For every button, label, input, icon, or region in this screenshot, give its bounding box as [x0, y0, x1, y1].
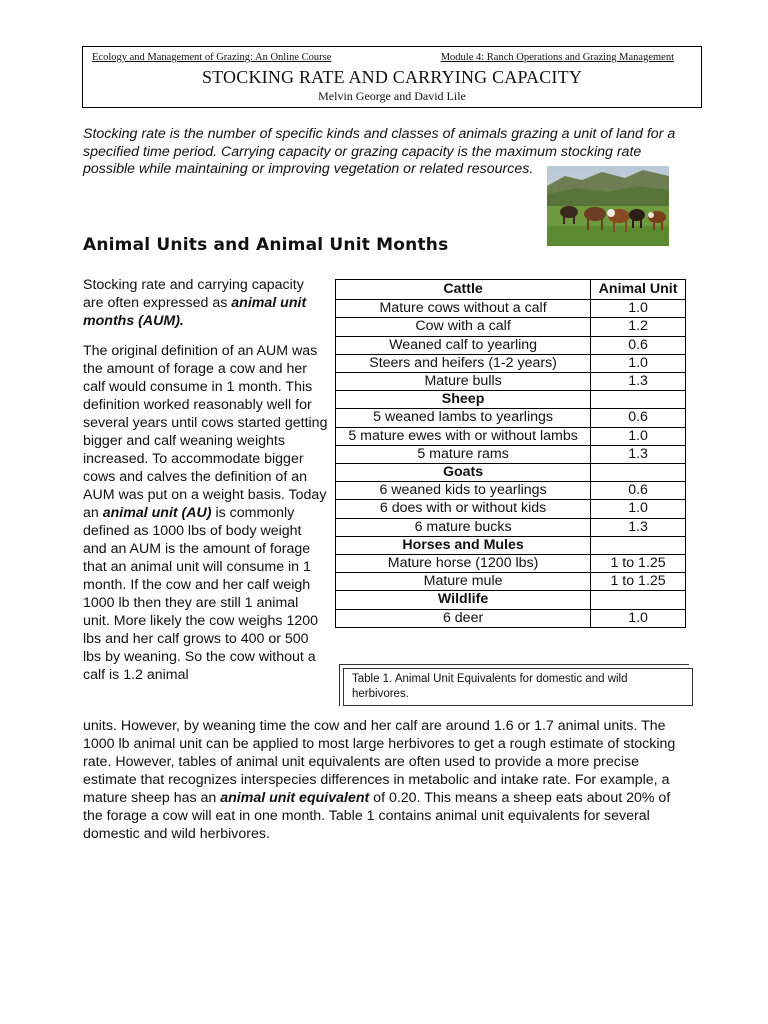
- animal-unit-value: 0.6: [591, 409, 686, 427]
- table-category-row: [336, 591, 686, 609]
- definition-paragraph: The original definition of an AUM was the amount of forage a cow and her calf would consume in 1 month. This definition worked reasonably well for several years until cows started getting bigger and calf weaning weights increased. To accommodate bigger cows and calves the definition of an AUM was put on a weight basis. Today an animal unit (AU) is commonly defined as 1000 lbs of body weight and an AUM is the amount of forage that an animal unit will consume in 1 month. If the cow and her calf weigh 1000 lb then they are still 1 animal unit. More likely the cow weighs 1200 lbs and her calf grows to 400 or 500 lbs by weaning. So the cow without a calf is 1.2 animal: [83, 343, 328, 683]
- animal-unit-value: 1.3: [591, 373, 686, 391]
- table-header-animal-unit: Animal Unit: [591, 280, 686, 300]
- animal-class: Steers and heifers (1-2 years): [336, 354, 591, 372]
- animal-class: 6 deer: [336, 609, 591, 627]
- bottom-paragraph: units. However, by weaning time the cow and her calf are around 1.6 or 1.7 animal units. The 1000 lb animal unit can be applied to most large herbivores to get a rough estimate of stocking rate. However, tables of animal unit equivalents are often used to provide a more precise estimate that recognizes interspecies differences in metabolic and intake rate. For example, a mature sheep has an animal unit equivalent of 0.20. This means a sheep eats about 20% of the forage a cow will eat in one month. Table 1 contains animal unit equivalents for several domestic and wild herbivores.: [83, 718, 676, 842]
- table-category-row: [336, 391, 686, 409]
- animal-class: 5 weaned lambs to yearlings: [336, 409, 591, 427]
- animal-unit-value: [591, 591, 686, 609]
- animal-class: Mature cows without a calf: [336, 300, 591, 318]
- animal-unit-value: 1.3: [591, 445, 686, 463]
- aum-paragraph: Stocking rate and carrying capacity are often expressed as animal unit months (AUM).: [83, 277, 307, 329]
- page-title: STOCKING RATE AND CARRYING CAPACITY: [201, 67, 583, 87]
- table-row: [336, 354, 686, 372]
- table-row: [336, 609, 686, 627]
- animal-class: Weaned calf to yearling: [336, 336, 591, 354]
- animal-unit-value: 1.0: [591, 354, 686, 372]
- table-row: [336, 573, 686, 591]
- animal-unit-value: [591, 536, 686, 554]
- table-caption: Table 1. Animal Unit Equivalents for domestic and wild herbivores.: [343, 668, 693, 706]
- section-heading: Animal Units and Animal Unit Months: [83, 235, 449, 255]
- animal-class: Mature bulls: [336, 373, 591, 391]
- animal-unit-table: [335, 279, 686, 628]
- animal-unit-value: 1.0: [591, 427, 686, 445]
- animal-unit-value: 1 to 1.25: [591, 573, 686, 591]
- cattle-photo: [547, 166, 669, 246]
- cattle-image: [547, 166, 669, 246]
- document-header: [82, 46, 702, 108]
- table-row: [336, 518, 686, 536]
- animal-class: 5 mature ewes with or without lambs: [336, 427, 591, 445]
- animal-class: 5 mature rams: [336, 445, 591, 463]
- animal-unit-value: 1 to 1.25: [591, 555, 686, 573]
- animal-unit-value: 1.0: [591, 300, 686, 318]
- category-label: Sheep: [336, 391, 591, 409]
- table-header-cattle: Cattle: [336, 280, 591, 300]
- intro-paragraph: Stocking rate is the number of specific kinds and classes of animals grazing a unit of land for a specified time period. Carrying capacity or grazing capacity is the maximum stocking rate possible while maintaining or improving vegetation or related resources.: [83, 126, 676, 178]
- table-row: [336, 409, 686, 427]
- table-row: [336, 318, 686, 336]
- table-row: [336, 427, 686, 445]
- animal-class: 6 weaned kids to yearlings: [336, 482, 591, 500]
- animal-unit-value: 1.3: [591, 518, 686, 536]
- animal-class: Mature mule: [336, 573, 591, 591]
- table-row: [336, 336, 686, 354]
- animal-class: Mature horse (1200 lbs): [336, 555, 591, 573]
- animal-class: Cow with a calf: [336, 318, 591, 336]
- animal-unit-value: 0.6: [591, 482, 686, 500]
- table-category-row: [336, 536, 686, 554]
- category-label: Goats: [336, 464, 591, 482]
- table-row: [336, 373, 686, 391]
- aue-term: animal unit equivalent: [220, 790, 370, 806]
- animal-unit-value: [591, 391, 686, 409]
- table-row: [336, 555, 686, 573]
- left-column-text: [83, 276, 328, 684]
- animal-unit-value: 1.0: [591, 500, 686, 518]
- module-title: Module 4: Ranch Operations and Grazing Management: [440, 52, 674, 63]
- table-row: [336, 300, 686, 318]
- animal-class: 6 does with or without kids: [336, 500, 591, 518]
- table-category-row: [336, 464, 686, 482]
- aum-term: animal unit months (AUM).: [83, 295, 307, 329]
- category-label: Horses and Mules: [336, 536, 591, 554]
- category-label: Wildlife: [336, 591, 591, 609]
- course-title: Ecology and Management of Grazing: An Online Course: [92, 52, 332, 63]
- au-term: animal unit (AU): [102, 505, 212, 521]
- table-row: [336, 445, 686, 463]
- animal-unit-value: 1.2: [591, 318, 686, 336]
- table-row: [336, 500, 686, 518]
- table-row: [336, 482, 686, 500]
- animal-unit-value: [591, 464, 686, 482]
- animal-unit-value: 0.6: [591, 336, 686, 354]
- animal-unit-value: 1.0: [591, 609, 686, 627]
- authors: Melvin George and David Lile: [318, 89, 466, 103]
- animal-class: 6 mature bucks: [336, 518, 591, 536]
